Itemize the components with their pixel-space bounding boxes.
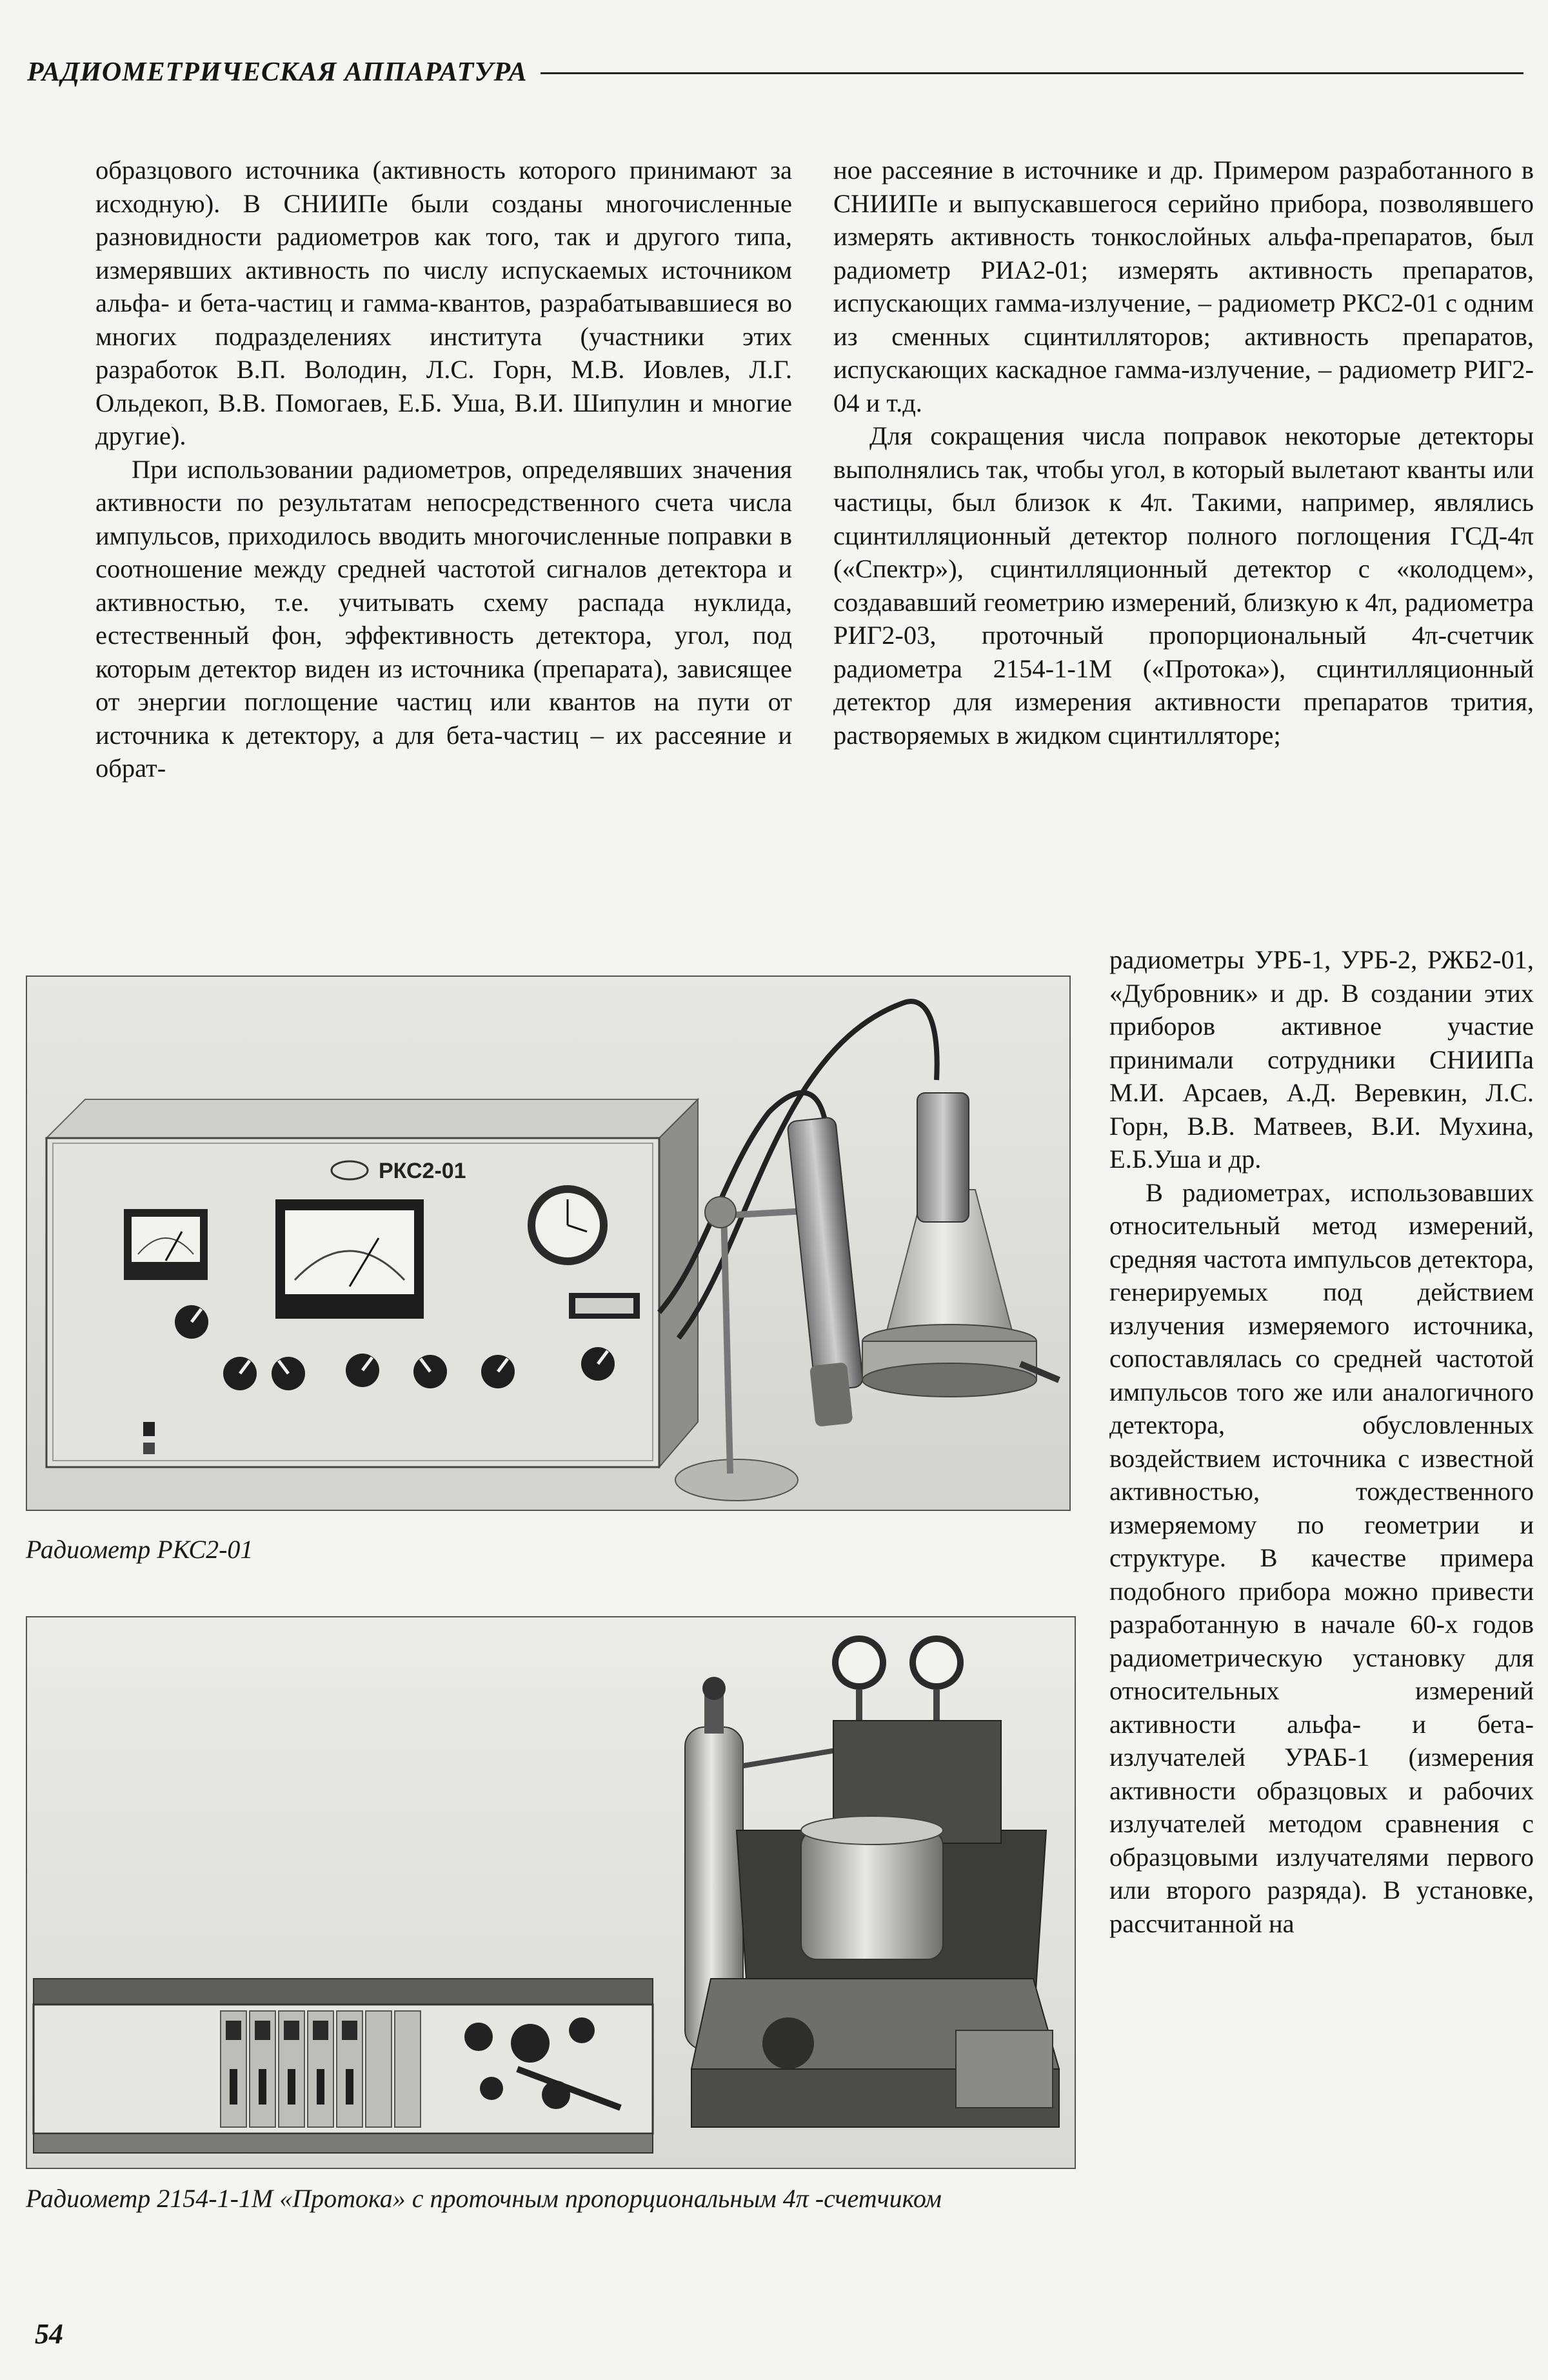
running-head-title: РАДИОМЕТРИЧЕСКАЯ АППАРАТУРА — [27, 57, 541, 88]
paragraph: При использовании радиометров, определявших значения активности по результатам непосредственного счета числа импульсов, приходилось вводить многочисленные поправки в соотношение между средней частотой сигналов детектора и активностью, т.е. учитывать схему распада нуклида, естественный фон, эффективность детектора, угол, под которым детектор виден из источника (препарата), зависящее от энергии поглощение частиц или квантов на пути от источника к детектору, а для бета-частиц – их рассеяние и обрат- — [95, 454, 792, 783]
panel-model-label: РКС2-01 — [379, 1159, 466, 1183]
figure-caption: Радиометр 2154-1-1М «Протока» с проточным пропорциональным 4π -счетчиком — [26, 2184, 942, 2213]
running-head — [27, 57, 1523, 88]
figure-protoka-photo — [26, 1616, 1076, 2169]
paragraph: ное рассеяние в источнике и др. Примером разработанного в СНИИПе и выпускавшегося серийно прибора, позволявшего измерять активность тонкослойных альфа-препаратов, был радиометр РИА2-01; измерять активность препаратов, испускающих гамма-излучение, – радиометр РКС2-01 с одним из сменных сцинтилляторов; активность препаратов, испускающих каскадное гамма-излучение, – радиометр РИГ2-04 и т.д. — [833, 155, 1534, 417]
narrow-column — [1109, 943, 1534, 1940]
paragraph: Для сокращения числа поправок некоторые детекторы выполнялись так, чтобы угол, в который вылетают кванты или частицы, был близок к 4π. Такими, например, являлись сцинтилляционный детектор полного поглощения ГСД-4π («Спектр»), сцинтилляционный детектор с «колодцем», создававший геометрию измерений, близкую к 4π, радиометра РИГ2-03, проточный пропорциональный 4π-счетчик радиометра 2154-1-1М («Протока»), сцинтилляционный детектор для измерения активности препаратов трития, растворяемых в жидком сцинтилляторе; — [833, 421, 1534, 750]
paragraph: радиометры УРБ-1, УРБ-2, РЖБ2-01, «Дубровник» и др. В создании этих приборов активное участие принимали сотрудники СНИИПа М.И. Арсаев, А.Д. Веревкин, Л.С. Горн, В.В. Матвеев, В.И. Мухина, Е.Б.Уша и др. — [1109, 945, 1534, 1174]
figure-rks2-01-photo — [26, 975, 1071, 1511]
figure-caption: Радиометр РКС2-01 — [26, 1535, 253, 1564]
paragraph: В радиометрах, использовавших относительный метод измерений, средняя частота импульсов детектора, генерируемых под действием излучения измеряемого источника, сопоставлялась со средней частотой импульсов того же или аналогичного детектора, обусловленных воздействием источника с известной активностью, тождественного измеряемому по геометрии и структуре. В качестве примера подобного прибора можно привести разработанную в начале 60-х годов радиометрическую установку для относительных измерений активности альфа- и бета-излучателей УРАБ-1 (измерения активности образцовых и рабочих излучателей методом сравнения с образцовыми излучателями первого или второго разряда). В установке, рассчитанной на — [1109, 1177, 1534, 1938]
page-number: 54 — [35, 2318, 63, 2350]
left-column — [95, 154, 792, 785]
paragraph: образцового источника (активность которого принимают за исходную). В СНИИПе были созданы многочисленные разновидности радиометров как того, так и другого типа, измерявших активность по числу испускаемых источником альфа- и бета-частиц и гамма-квантов, разрабатывавшиеся во многих подразделениях института (участники этих разработок В.П. Володин, Л.С. Горн, М.В. Иовлев, Л.Г. Ольдекоп, В.В. Помогаев, Е.Б. Уша, В.И. Шипулин и многие другие). — [95, 155, 792, 450]
right-column — [833, 154, 1534, 752]
